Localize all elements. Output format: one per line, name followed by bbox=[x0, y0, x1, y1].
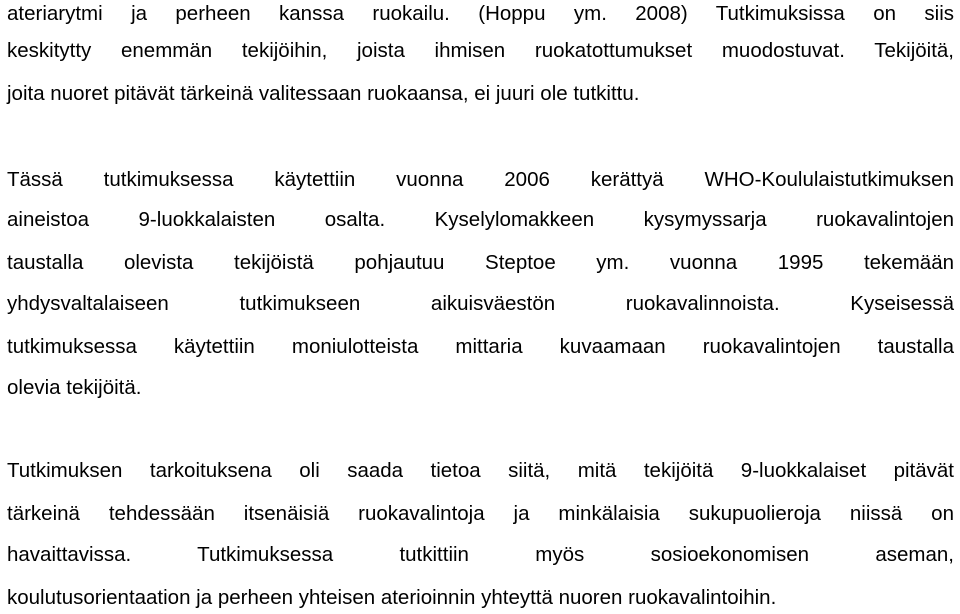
text-line: koulutusorientaation ja perheen yhteisen aterioinnin yhteyttä nuoren ruokavalintoihin. bbox=[7, 586, 777, 609]
text-line: Tässä tutkimuksessa käytettiin vuonna 2006 kerättyä WHO-Koululaistutkimuksen bbox=[7, 168, 954, 191]
text-line: havaittavissa. Tutkimuksessa tutkittiin myös sosioekonomisen aseman, bbox=[7, 543, 954, 566]
text-line: keskitytty enemmän tekijöihin, joista ihmisen ruokatottumukset muodostuvat. Tekijöitä, bbox=[7, 39, 954, 62]
text-line: tutkimuksessa käytettiin moniulotteista mittaria kuvaamaan ruokavalintojen taustalla bbox=[7, 335, 954, 358]
text-line: taustalla olevista tekijöistä pohjautuu Steptoe ym. vuonna 1995 tekemään bbox=[7, 251, 954, 274]
text-line: olevia tekijöitä. bbox=[7, 376, 142, 399]
text-line: aineistoa 9-luokkalaisten osalta. Kyselylomakkeen kysymyssarja ruokavalintojen bbox=[7, 208, 954, 231]
text-line: Tutkimuksen tarkoituksena oli saada tietoa siitä, mitä tekijöitä 9-luokkalaiset pitävät bbox=[7, 459, 954, 482]
text-line: ateriarytmi ja perheen kanssa ruokailu. (Hoppu ym. 2008) Tutkimuksissa on siis bbox=[7, 2, 954, 25]
text-line: joita nuoret pitävät tärkeinä valitessaan ruokaansa, ei juuri ole tutkittu. bbox=[7, 82, 640, 105]
text-line: tärkeinä tehdessään itsenäisiä ruokavalintoja ja minkälaisia sukupuolieroja niissä on bbox=[7, 502, 954, 525]
text-line: yhdysvaltalaiseen tutkimukseen aikuisväestön ruokavalinnoista. Kyseisessä bbox=[7, 292, 954, 315]
